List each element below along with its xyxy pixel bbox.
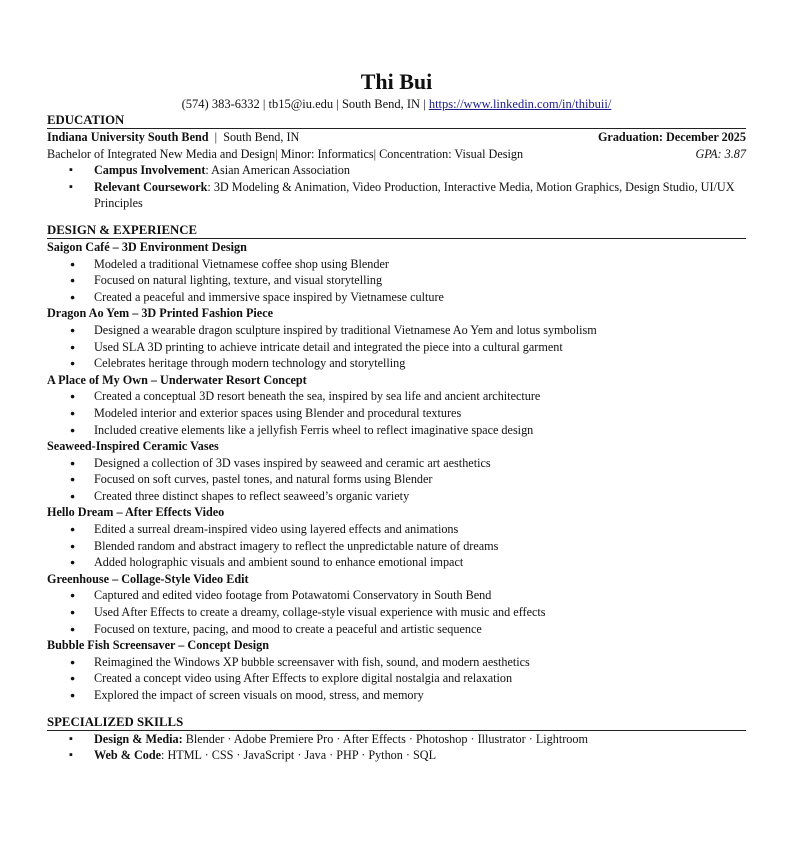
graduation-date: Graduation: December 2025 [597, 130, 746, 144]
skills-list [47, 731, 746, 764]
item-text: : HTML · CSS · JavaScript · Java · PHP · Python · SQL [161, 748, 437, 763]
degree-row [47, 146, 746, 163]
list-item: ● Used After Effects to create a dreamy, collage-style visual experience with music and effects [47, 604, 746, 621]
separator: | [262, 97, 266, 111]
degree-line: Bachelor of Integrated New Media and Design| Minor: Informatics| Concentration: Visual Design [47, 146, 524, 161]
spacer [47, 704, 746, 714]
list-item: ● Created a peaceful and immersive space inspired by Vietnamese culture [47, 289, 746, 306]
project-bullets [47, 256, 746, 306]
list-item: ● Created three distinct shapes to reflect seaweed’s organic variety [47, 488, 746, 505]
item-text: : 3D Modeling & Animation, Video Production, Interactive Media, Motion Graphics, Design Studio, UI/UX Principles [94, 179, 735, 211]
list-item: ● Created a conceptual 3D resort beneath the sea, inspired by sea life and ancient architecture [47, 388, 746, 405]
list-item: ● Designed a wearable dragon sculpture inspired by traditional Vietnamese Ao Yem and lotus symbolism [47, 322, 746, 339]
list-item: ● Included creative elements like a jellyfish Ferris wheel to reflect imaginative space design [47, 422, 746, 439]
project-title: Hello Dream – After Effects Video [47, 505, 225, 520]
list-item: ● Blended random and abstract imagery to reflect the unpredictable nature of dreams [47, 538, 746, 555]
education-list [47, 162, 746, 212]
project-title: Greenhouse – Collage-Style Video Edit [47, 571, 249, 586]
email: tb15@iu.edu [268, 97, 334, 111]
section-experience-title: DESIGN & EXPERIENCE [47, 222, 746, 239]
list-item: ● Added holographic visuals and ambient sound to enhance emotional impact [47, 554, 746, 571]
list-item: ● Created a concept video using After Effects to explore digital nostalgia and relaxation [47, 670, 746, 687]
candidate-name: Thi Bui [360, 69, 433, 94]
project-bullets [47, 388, 746, 438]
projects-list [47, 239, 746, 704]
list-item: ● Modeled interior and exterior spaces using Blender and procedural textures [47, 405, 746, 422]
list-item [47, 747, 746, 764]
location: South Bend, IN [341, 97, 421, 111]
phone: (574) 383-6332 [181, 97, 260, 111]
gpa: GPA: 3.87 [695, 146, 746, 161]
list-item: ● Focused on soft curves, pastel tones, and natural forms using Blender [47, 471, 746, 488]
school-location: South Bend, IN [223, 130, 300, 144]
spacer [47, 212, 746, 222]
resume-page [47, 68, 746, 764]
project-bullets [47, 587, 746, 637]
project-bullets [47, 521, 746, 571]
project-title: A Place of My Own – Underwater Resort Concept [47, 372, 307, 387]
school-row [47, 129, 746, 146]
separator: | [423, 97, 426, 111]
list-item: ● Reimagined the Windows XP bubble screensaver with fish, sound, and modern aesthetics [47, 654, 746, 671]
project-title: Saigon Café – 3D Environment Design [47, 239, 247, 254]
linkedin-link[interactable]: https://www.linkedin.com/in/thibuii/ [428, 97, 612, 111]
list-item [47, 731, 746, 748]
list-item: ● Used SLA 3D printing to achieve intricate detail and integrated the piece into a cultural garment [47, 339, 746, 356]
item-label: Relevant Coursework [94, 179, 208, 194]
section-skills-title: SPECIALIZED SKILLS [47, 714, 746, 731]
list-item: ● Focused on natural lighting, texture, and visual storytelling [47, 272, 746, 289]
project-bullets [47, 455, 746, 505]
school-info: Indiana University South Bend | South Bend, IN [47, 130, 300, 144]
list-item: ● Explored the impact of screen visuals on mood, stress, and memory [47, 687, 746, 704]
list-item: ● Edited a surreal dream-inspired video using layered effects and animations [47, 521, 746, 538]
project-title: Bubble Fish Screensaver – Concept Design [47, 638, 269, 653]
list-item: ● Modeled a traditional Vietnamese coffee shop using Blender [47, 256, 746, 273]
list-item [47, 162, 746, 179]
project-bullets [47, 654, 746, 704]
project-title: Dragon Ao Yem – 3D Printed Fashion Piece [47, 306, 274, 321]
item-label: Design & Media: [94, 731, 183, 746]
list-item: ● Focused on texture, pacing, and mood to create a peaceful and artistic sequence [47, 621, 746, 638]
section-education-title: EDUCATION [47, 112, 746, 129]
project-title: Seaweed-Inspired Ceramic Vases [47, 439, 219, 454]
item-text: : Asian American Association [205, 163, 350, 178]
school-name: Indiana University South Bend [47, 130, 209, 144]
project-bullets [47, 322, 746, 372]
list-item [47, 179, 746, 212]
item-text: Blender · Adobe Premiere Pro · After Effects · Photoshop · Illustrator · Lightroom [182, 731, 588, 746]
list-item: ● Celebrates heritage through modern technology and storytelling [47, 355, 746, 372]
list-item: ● Designed a collection of 3D vases inspired by seaweed and ceramic art aesthetics [47, 455, 746, 472]
item-label: Campus Involvement [94, 163, 206, 178]
contact-line [47, 96, 746, 112]
separator: | [336, 97, 339, 111]
item-label: Web & Code [94, 748, 162, 763]
list-item: ● Captured and edited video footage from Potawatomi Conservatory in South Bend [47, 587, 746, 604]
